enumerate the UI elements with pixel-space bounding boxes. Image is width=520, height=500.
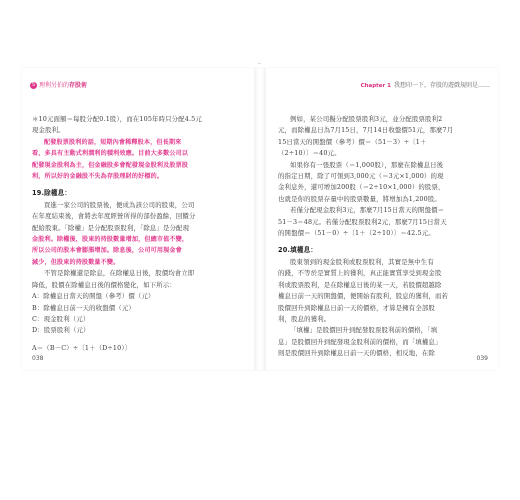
section-heading: 20.填權息： (278, 246, 318, 255)
book-spread (22, 68, 498, 370)
right-body-text (278, 114, 488, 360)
text-line: A：除權息日當天的開盤（參考）價（元） (32, 292, 155, 301)
gutter (254, 68, 266, 370)
text-line: 利，所以好的金融股不失為存股理財的好標的。 (32, 173, 164, 181)
text-line: 不管是除權還是除息，在除權息日後，股價均會立即 (44, 269, 195, 278)
header-badge: S (31, 82, 36, 88)
header-title: 理利另伯的 (39, 82, 70, 89)
text-line: 15日當天的開盤價（參考）價＝（51－3）÷〔1＋ (278, 137, 427, 146)
text-line: 利或股票股利，是在除權息日後的某一天，若股價超越除 (278, 280, 442, 289)
right-page (266, 68, 498, 370)
text-line: 例如，某公司擬分配股票股利3元，並分配股票股利2 (290, 115, 443, 123)
text-line: 若僅分配現金股利3元，那麼7月15日當天的開盤價＝ (290, 206, 445, 215)
text-line: 也就是你的股票存量中的股票數量，將增加為1,200股。 (278, 194, 441, 203)
page-number-left: 038 (32, 355, 44, 362)
text-line: 金股利。除權後，股東的持股數量增加，但總市值不變， (32, 236, 189, 244)
formula-line: A＝（B－C）÷〔1＋（D÷10）〕 (32, 343, 132, 352)
text-line: 的指定日期，除了可領到3,000元（＝3元×1,000）的現 (278, 172, 444, 181)
left-page-header (30, 82, 87, 90)
text-line: 股東領到的現金股利或股票股利，其實是無中生有 (290, 257, 434, 266)
chapter-title: 我想印一下，存股的遊戲規則是…… (393, 82, 490, 89)
text-line: 的開盤價＝（51－0）÷〔1＋（2÷10）〕＝42.5元。 (278, 229, 435, 238)
text-line: 權息日前一天的開盤價，便開始有股利，股息的獲利，而若 (278, 292, 449, 301)
text-line: 金利息外，還可增加200股（＝2÷10×1,000）的股票， (278, 183, 445, 192)
top-mark (258, 63, 261, 64)
text-line: 看，多具有主動式利潤利的積利效應。目前大多數公司以 (32, 150, 189, 158)
left-page (22, 68, 254, 370)
text-line: 現金股利。 (32, 126, 65, 135)
text-line: 息」是股價回升到配發現金股利前的價格，而「填權息」 (278, 337, 442, 346)
text-line: 買進一家公司的股票後，便成為該公司的股東，公司 (44, 200, 195, 209)
header-title-bold: 存股術 (69, 82, 88, 89)
text-line: 所以公司的股本會膨脹增加。除息後，公司可用現金會 (32, 247, 182, 255)
chapter-label: Chapter 1 (360, 83, 391, 89)
text-line: 如果你有一張股票（＝1,000股），那麼在除權息日後 (290, 160, 444, 169)
text-line: 利，股息的獲利。 (278, 314, 331, 323)
left-body-text (32, 114, 242, 354)
text-line: 51－3＝48元。若僅分配股票股利2元，那麼7月15日當天 (278, 217, 447, 226)
text-line: 配發股票股利的話，短期內會稀釋股本，但長期來 (44, 138, 182, 146)
text-line: 的錢，不等於是實質上的獲利，真正能實質享受到現金股 (278, 269, 442, 278)
text-line: 在年度結束後，會將去年度經營所得的部份盈餘，回饋分 (32, 212, 196, 221)
page-number-right: 039 (476, 355, 488, 362)
text-line: 則是股價回升到除權息日前一天的價格，相反地，在除 (278, 349, 435, 358)
text-line: 元，而除權息日為7月15日，7月14日收盤價51元，那麼7月 (278, 126, 454, 135)
text-line: 「填權」是股價回升到配發股票股利前的價格，「填 (290, 326, 438, 335)
text-line: ＊10元面額＝每股分配0.1股），而在105年時只分配4.5元 (32, 115, 202, 123)
text-line: D：股票股利（元） (32, 326, 90, 335)
text-line: 配發現金股利為主，但金融股多會配發現金股利及股票股 (32, 161, 189, 169)
text-line: （2÷10）〕＝40元。 (278, 149, 341, 158)
text-line: C：現金股利（元） (32, 314, 90, 323)
section-heading: 19.除權息： (32, 189, 72, 198)
text-line: 減少，但股東的持股數量不變。 (32, 258, 120, 266)
right-page-header (361, 82, 490, 90)
text-line: 配給股東。「除權」是分配股票股利，「除息」是分配現 (32, 223, 190, 232)
text-line: 股價回升到除權息日前一天的價格，才算是擁有全部股 (278, 303, 435, 312)
text-line: B：除權息日前一天的收盤價（元） (32, 303, 135, 312)
text-line: 降低，股價在除權息日後的價格變化，如下所示： (32, 280, 176, 289)
